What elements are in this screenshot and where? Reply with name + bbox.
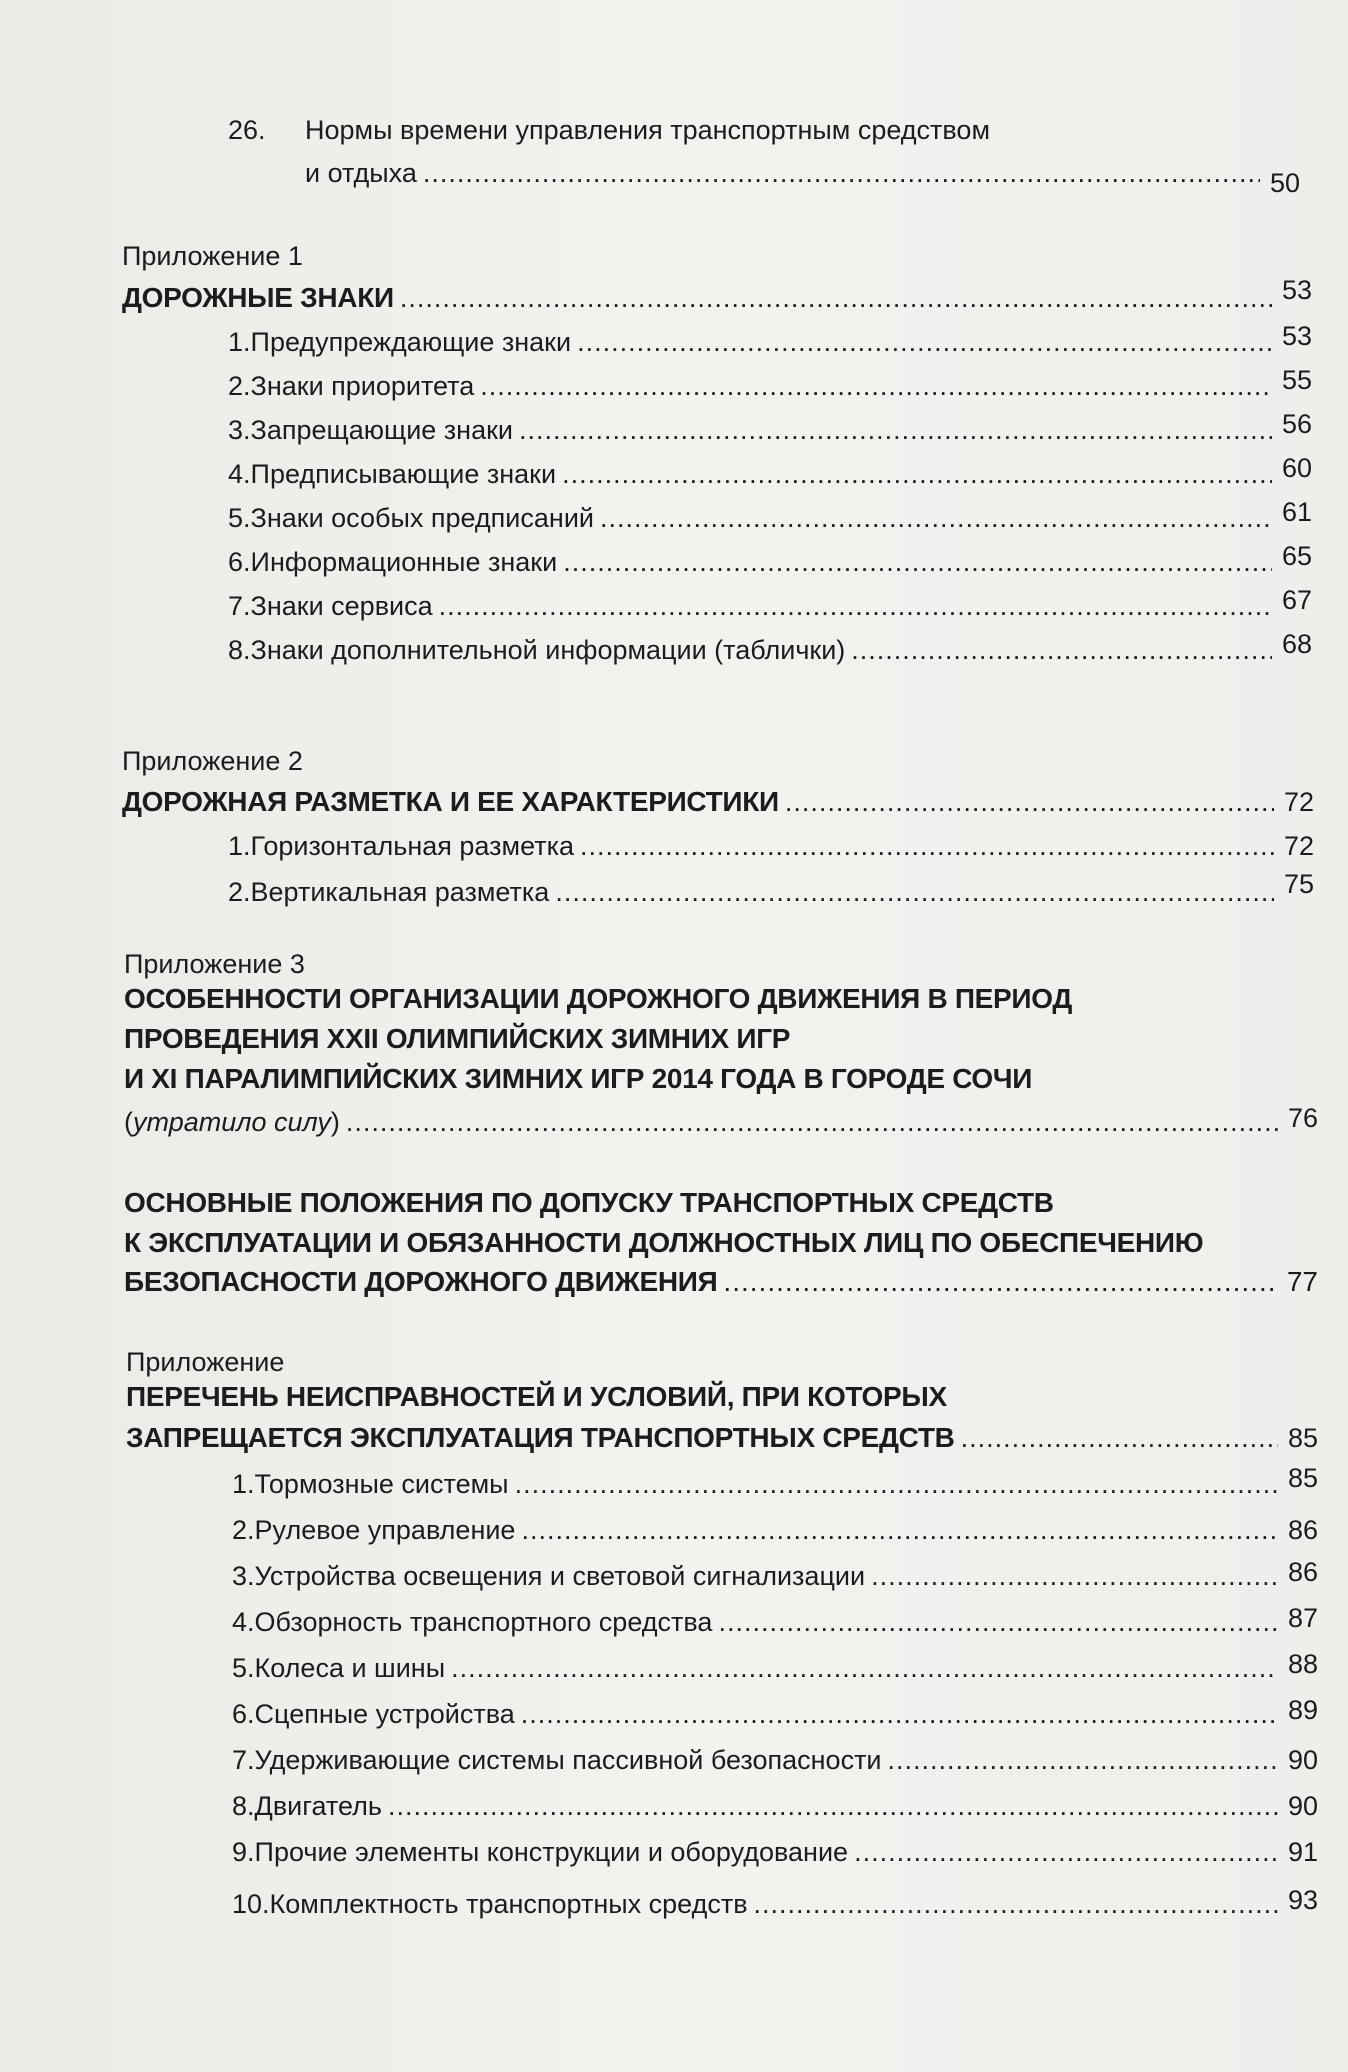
- leader-dots: [480, 370, 1272, 402]
- leader-dots: [400, 282, 1272, 314]
- page-number: 53: [1281, 275, 1312, 305]
- item-text: Устройства освещения и световой сигнализации: [254, 1561, 866, 1591]
- appendix-2-label: Приложение 2: [122, 746, 303, 776]
- item-text: Тормозные системы: [254, 1469, 509, 1499]
- toc-item[interactable]: [228, 830, 1314, 862]
- leader-dots: [580, 830, 1274, 862]
- appendix-3-heading-line3: И XI ПАРАЛИМПИЙСКИХ ЗИМНИХ ИГР 2014 ГОДА В ГОРОДЕ СОЧИ: [124, 1063, 1033, 1094]
- page-number: 93: [1287, 1885, 1318, 1915]
- item-number: 1.: [232, 1469, 255, 1499]
- appendix-3-note: утратило силу: [133, 1107, 331, 1137]
- toc-item[interactable]: [228, 585, 1312, 622]
- item-number: 2.: [228, 877, 251, 907]
- item-number: 5.: [232, 1653, 255, 1683]
- page-number: 72: [1283, 787, 1314, 817]
- item-number: 3.: [232, 1561, 255, 1591]
- appendix-4-heading-line2: ЗАПРЕЩАЕТСЯ ЭКСПЛУАТАЦИЯ ТРАНСПОРТНЫХ СРЕДСТВ: [126, 1422, 955, 1453]
- leader-dots: [439, 590, 1272, 622]
- page-number: 76: [1287, 1103, 1318, 1133]
- toc-item[interactable]: [228, 541, 1312, 578]
- toc-item-26[interactable]: [305, 157, 1300, 198]
- leader-dots: [519, 414, 1272, 446]
- appendix-2-heading-row[interactable]: [122, 786, 1314, 818]
- appendix-4-heading-line1: ПЕРЕЧЕНЬ НЕИСПРАВНОСТЕЙ И УСЛОВИЙ, ПРИ КОТОРЫХ: [126, 1381, 947, 1412]
- page-number: 91: [1287, 1837, 1318, 1867]
- item-text: Вертикальная разметка: [250, 877, 550, 907]
- basic-provisions-row[interactable]: [124, 1266, 1318, 1298]
- item-number: 2.: [228, 371, 251, 401]
- item-text: Комплектность транспортных средств: [269, 1889, 748, 1919]
- basic-provisions-line3: БЕЗОПАСНОСТИ ДОРОЖНОГО ДВИЖЕНИЯ: [124, 1266, 718, 1297]
- page-number: 50: [1269, 168, 1300, 198]
- leader-dots: [388, 1790, 1278, 1822]
- toc-item[interactable]: [232, 1744, 1318, 1776]
- toc-item[interactable]: [228, 365, 1312, 402]
- toc-item[interactable]: [228, 497, 1312, 534]
- leader-dots: [555, 876, 1274, 908]
- note-paren-close: ): [330, 1107, 340, 1137]
- item-text: Прочие элементы конструкции и оборудование: [254, 1837, 849, 1867]
- toc-item[interactable]: [228, 869, 1314, 908]
- page-number: 60: [1281, 453, 1312, 483]
- page-number: 89: [1287, 1695, 1318, 1725]
- toc-item[interactable]: [228, 409, 1312, 446]
- appendix-1-heading: ДОРОЖНЫЕ ЗНАКИ: [122, 282, 394, 313]
- page-number: 65: [1281, 541, 1312, 571]
- appendix-1-heading-row[interactable]: [122, 275, 1312, 314]
- item-text: Знаки сервиса: [250, 591, 433, 621]
- item-text: Рулевое управление: [254, 1515, 516, 1545]
- item-number: 5.: [228, 503, 251, 533]
- page-number: 55: [1281, 365, 1312, 395]
- leader-dots: [871, 1560, 1278, 1592]
- page-number: 85: [1287, 1423, 1318, 1453]
- page-number: 61: [1281, 497, 1312, 527]
- appendix-3-heading-line2: ПРОВЕДЕНИЯ XXII ОЛИМПИЙСКИХ ЗИМНИХ ИГР: [124, 1023, 791, 1054]
- item-number: 3.: [228, 415, 251, 445]
- item-number: 4.: [232, 1607, 255, 1637]
- leader-dots: [515, 1468, 1278, 1500]
- toc-item[interactable]: [232, 1603, 1318, 1638]
- item-text: Знаки приоритета: [250, 371, 475, 401]
- leader-dots: [600, 502, 1272, 534]
- page-number: 90: [1287, 1745, 1318, 1775]
- leader-dots: [754, 1888, 1278, 1920]
- item-text: Знаки дополнительной информации (таблички): [250, 635, 846, 665]
- item-number: 8.: [228, 635, 251, 665]
- toc-item[interactable]: [228, 453, 1312, 490]
- toc-item[interactable]: [232, 1695, 1318, 1730]
- item-text: Информационные знаки: [250, 547, 558, 577]
- appendix-4-heading-row[interactable]: [126, 1422, 1318, 1454]
- item-text: Обзорность транспортного средства: [254, 1607, 713, 1637]
- leader-dots: [851, 634, 1272, 666]
- leader-dots: [723, 1266, 1278, 1298]
- page-number: 77: [1286, 1266, 1318, 1297]
- leader-dots: [521, 1514, 1278, 1546]
- toc-item[interactable]: [228, 629, 1312, 666]
- item-number: 4.: [228, 459, 251, 489]
- basic-provisions-line2: К ЭКСПЛУАТАЦИИ И ОБЯЗАННОСТИ ДОЛЖНОСТНЫХ ЛИЦ ПО ОБЕСПЕЧЕНИЮ: [124, 1227, 1204, 1258]
- item-text: Предписывающие знаки: [250, 459, 557, 489]
- page-number: 87: [1287, 1603, 1318, 1633]
- item-number: 1.: [228, 831, 251, 861]
- leader-dots: [346, 1106, 1278, 1138]
- leader-dots: [888, 1744, 1278, 1776]
- leader-dots: [785, 786, 1274, 818]
- item-text: Двигатель: [254, 1791, 382, 1821]
- leader-dots: [423, 157, 1260, 189]
- appendix-3-heading-line1: ОСОБЕННОСТИ ОРГАНИЗАЦИИ ДОРОЖНОГО ДВИЖЕНИЯ В ПЕРИОД: [124, 983, 1073, 1014]
- item-number: 7.: [228, 591, 251, 621]
- leader-dots: [562, 458, 1272, 490]
- item-text: Горизонтальная разметка: [250, 831, 574, 861]
- page-number: 88: [1287, 1649, 1318, 1679]
- page-number: 72: [1283, 831, 1314, 861]
- toc-item-26-line2: и отдыха: [305, 158, 417, 188]
- page-number: 75: [1283, 869, 1314, 899]
- leader-dots: [451, 1652, 1278, 1684]
- toc-item[interactable]: [232, 1885, 1318, 1920]
- leader-dots: [854, 1836, 1278, 1868]
- item-number: 7.: [232, 1745, 255, 1775]
- item-text: Предупреждающие знаки: [250, 327, 572, 357]
- item-number: 6.: [232, 1699, 255, 1729]
- note-paren-open: (: [124, 1107, 133, 1137]
- page-number: 86: [1287, 1515, 1318, 1545]
- leader-dots: [577, 326, 1272, 358]
- appendix-3-label: Приложение 3: [124, 949, 305, 979]
- appendix-3-note-row[interactable]: [124, 1103, 1318, 1138]
- toc-item[interactable]: [232, 1514, 1318, 1546]
- appendix-1-label: Приложение 1: [122, 241, 303, 271]
- item-number: 6.: [228, 547, 251, 577]
- toc-item-26-number: 26.: [228, 115, 266, 145]
- item-text: Колеса и шины: [254, 1653, 446, 1683]
- leader-dots: [718, 1606, 1278, 1638]
- appendix-4-label: Приложение: [126, 1347, 285, 1377]
- page-number: 53: [1281, 321, 1312, 351]
- item-text: Удерживающие системы пассивной безопасности: [254, 1745, 882, 1775]
- toc-item-26-line1: Нормы времени управления транспортным средством: [305, 115, 991, 145]
- item-number: 10.: [232, 1889, 270, 1919]
- page-number: 86: [1287, 1557, 1318, 1587]
- item-text: Запрещающие знаки: [250, 415, 514, 445]
- item-number: 8.: [232, 1791, 255, 1821]
- item-number: 1.: [228, 327, 251, 357]
- item-number: 2.: [232, 1515, 255, 1545]
- page-number: 90: [1287, 1791, 1318, 1821]
- appendix-2-heading: ДОРОЖНАЯ РАЗМЕТКА И ЕЕ ХАРАКТЕРИСТИКИ: [122, 786, 779, 817]
- page-number: 67: [1281, 585, 1312, 615]
- item-text: Сцепные устройства: [254, 1699, 515, 1729]
- page-number: 68: [1281, 629, 1312, 659]
- toc-item[interactable]: [232, 1649, 1318, 1684]
- toc-item[interactable]: [232, 1790, 1318, 1822]
- toc-item[interactable]: [228, 321, 1312, 358]
- leader-dots: [521, 1698, 1278, 1730]
- leader-dots: [563, 546, 1272, 578]
- toc-item[interactable]: [232, 1463, 1318, 1500]
- toc-item[interactable]: [232, 1836, 1318, 1868]
- basic-provisions-line1: ОСНОВНЫЕ ПОЛОЖЕНИЯ ПО ДОПУСКУ ТРАНСПОРТНЫХ СРЕДСТВ: [124, 1187, 1054, 1218]
- item-text: Знаки особых предписаний: [250, 503, 594, 533]
- page-number: 56: [1281, 409, 1312, 439]
- leader-dots: [961, 1422, 1278, 1454]
- page-number: 85: [1287, 1463, 1318, 1493]
- toc-item[interactable]: [232, 1557, 1318, 1592]
- item-number: 9.: [232, 1837, 255, 1867]
